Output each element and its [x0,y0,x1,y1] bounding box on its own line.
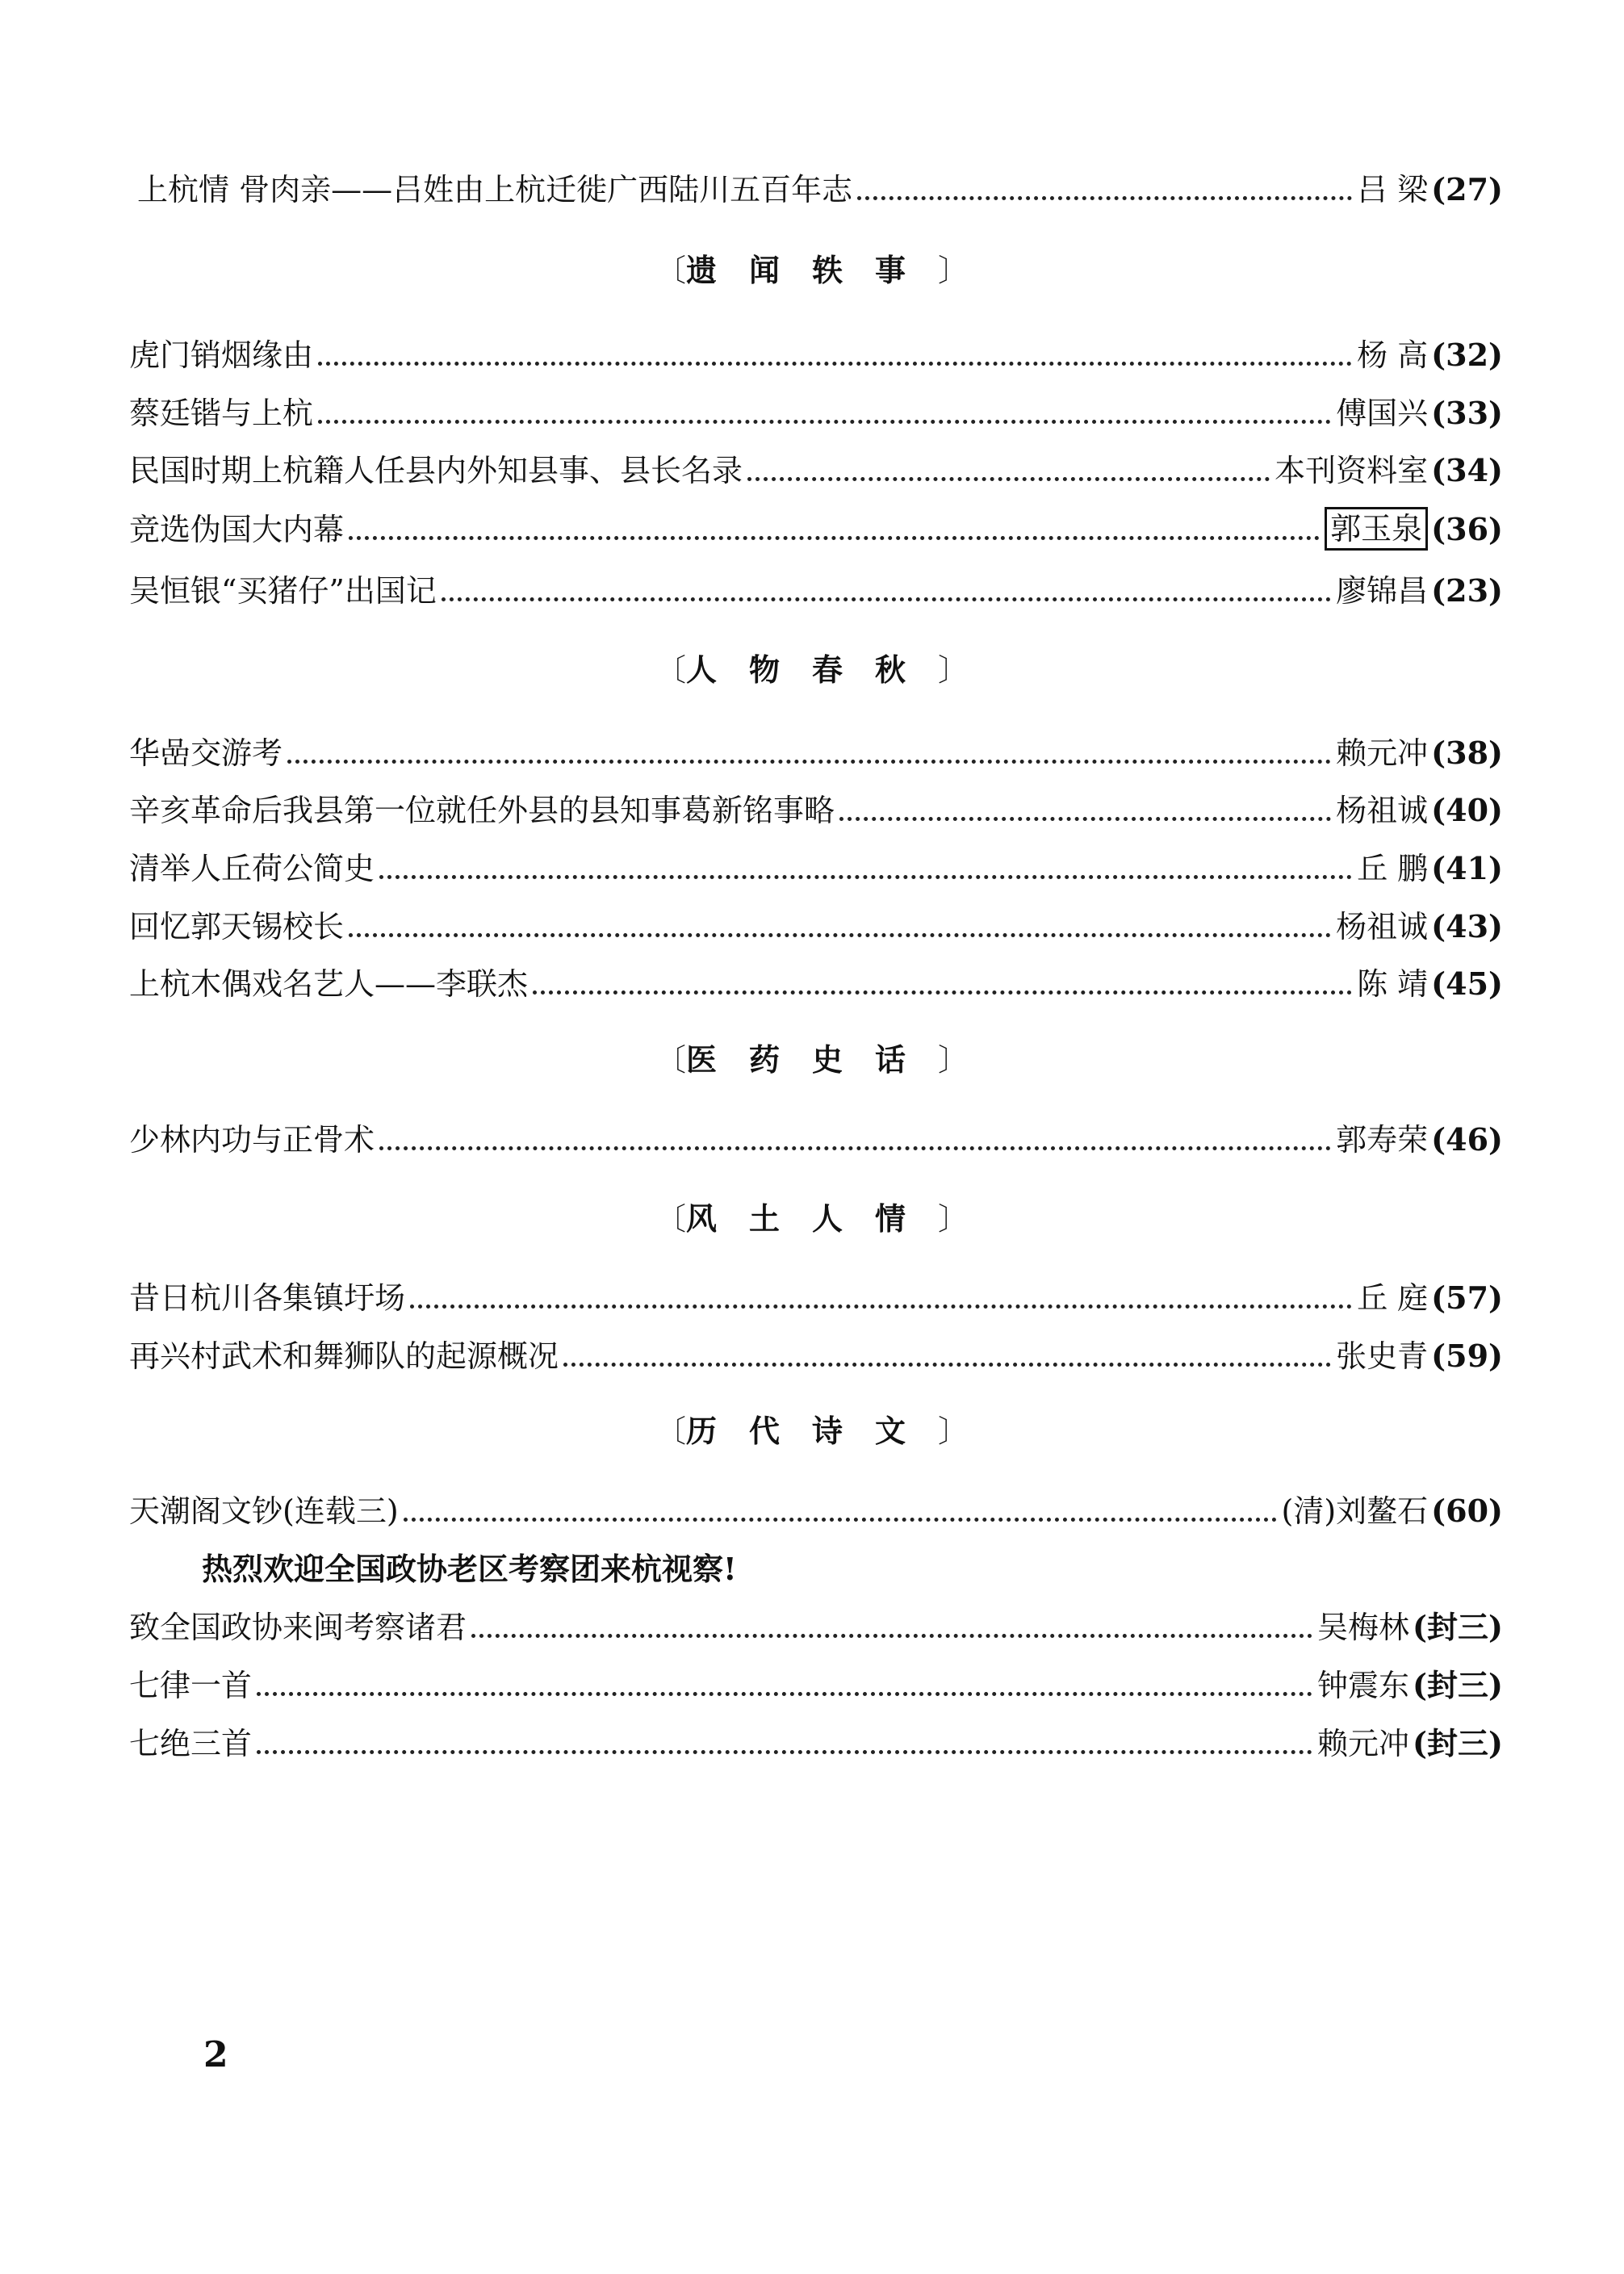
entry-page: (60) [1431,1493,1503,1529]
toc-entry [129,786,1503,835]
toc-entry [129,567,1503,615]
toc-entry [129,389,1503,438]
entry-page: (57) [1431,1279,1503,1316]
entry-title: 七绝三首 [129,1726,253,1761]
entry-author: 吕 梁 [1357,172,1429,207]
toc-entry [129,1719,1503,1768]
section-heading: 〔遗闻轶事〕 [655,252,969,288]
entry-page: (45) [1431,965,1503,1002]
entry-page: (41) [1431,850,1503,886]
entry-page: (封三) [1413,1725,1503,1761]
toc-entry [129,960,1503,1008]
dot-leader [533,990,1352,995]
entry-title: 吴恒银“买猪仔”出国记 [129,573,437,609]
toc-entry [129,331,1503,379]
entry-author: 傅国兴 [1336,396,1429,431]
entry-title: 天潮阁文钞(连载三) [129,1493,399,1529]
toc-entry [129,446,1503,495]
entry-title: 再兴村武术和舞狮队的起源概况 [129,1338,559,1374]
section-heading: 〔历代诗文〕 [655,1413,969,1449]
entry-title: 竞选伪国大内幕 [129,512,345,547]
toc-entry [129,729,1503,777]
dot-leader [257,1692,1312,1696]
entry-page: (38) [1431,735,1503,771]
entry-author: 钟震东 [1317,1668,1410,1703]
entry-author: 杨 高 [1357,337,1429,373]
entry-title: 上杭情 骨肉亲——吕姓由上杭迁徙广西陆川五百年志 [137,172,853,207]
section-heading: 〔人物春秋〕 [655,651,969,688]
dot-leader [318,420,1331,424]
entry-author: 杨祖诚 [1336,793,1429,828]
entry-author: 吴梅林 [1317,1610,1410,1645]
entry-page: (36) [1431,511,1503,547]
entry-author: 陈 靖 [1357,966,1429,1002]
dot-leader [379,1146,1331,1150]
entry-author: 廖锦昌 [1336,573,1429,609]
toc-entry [129,1661,1503,1710]
toc-entry [129,1487,1503,1535]
entry-page: (封三) [1413,1667,1503,1703]
dot-leader [257,1750,1312,1754]
entry-page: (34) [1431,452,1503,488]
entry-title: 上杭木偶戏名艺人——李联杰 [129,966,529,1002]
entry-title: 虎门销烟缘由 [129,337,314,373]
entry-author: 杨祖诚 [1336,909,1429,944]
entry-page: (46) [1431,1121,1503,1158]
dot-leader [349,933,1331,937]
dot-leader [404,1518,1277,1522]
toc-entry [129,1332,1503,1380]
dot-leader [563,1363,1331,1367]
entry-page: (封三) [1413,1609,1503,1645]
dot-leader [349,536,1320,540]
entry-title: 华嵒交游考 [129,735,283,771]
entry-page: (23) [1431,572,1503,609]
dot-leader [287,760,1331,764]
entry-title: 民国时期上杭籍人任县内外知县事、县长名录 [129,453,743,488]
entry-title: 昔日杭川各集镇圩场 [129,1280,406,1316]
entry-author: (清)刘鳌石 [1281,1493,1429,1529]
entry-author-boxed: 郭玉泉 [1325,507,1428,551]
toc-entry [129,505,1503,554]
entry-page: (40) [1431,792,1503,828]
entry-title: 蔡廷锴与上杭 [129,396,314,431]
entry-page: (27) [1431,171,1503,207]
toc-entry [129,844,1503,893]
toc-entry [129,1116,1503,1164]
dot-leader [747,477,1270,481]
entry-title: 少林内功与正骨术 [129,1122,375,1158]
entry-title: 七律一首 [129,1668,253,1703]
entry-author: 丘 庭 [1357,1280,1429,1316]
entry-title: 回忆郭天锡校长 [129,909,345,944]
section-heading: 〔风土人情〕 [655,1200,969,1237]
section-heading: 〔医药史话〕 [655,1041,969,1078]
entry-author: 赖元冲 [1336,735,1429,771]
toc-entry [137,165,1503,214]
entry-author: 赖元冲 [1317,1726,1410,1761]
entry-author: 本刊资料室 [1275,453,1429,488]
entry-page: (32) [1431,337,1503,373]
entry-author: 郭寿荣 [1336,1122,1429,1158]
dot-leader [857,196,1352,200]
toc-entry [129,1274,1503,1322]
dot-leader [839,817,1331,821]
entry-title: 清举人丘荷公简史 [129,851,375,886]
dot-leader [442,597,1331,601]
entry-author: 张史青 [1336,1338,1429,1374]
dot-leader [318,362,1352,366]
dot-leader [379,875,1352,879]
entry-title: 辛亥革命后我县第一位就任外县的县知事葛新铭事略 [129,793,835,828]
dot-leader [410,1305,1352,1309]
entry-page: (33) [1431,395,1503,431]
page-number: 2 [203,2034,228,2075]
entry-page: (59) [1431,1338,1503,1374]
entry-title: 致全国政协来闽考察诸君 [129,1610,467,1645]
notice-text: 热烈欢迎全国政协老区考察团来杭视察! [202,1551,737,1587]
toc-entry [129,902,1503,951]
toc-entry [129,1603,1503,1652]
entry-author: 丘 鹏 [1357,851,1429,886]
entry-page: (43) [1431,908,1503,944]
dot-leader [471,1634,1312,1638]
